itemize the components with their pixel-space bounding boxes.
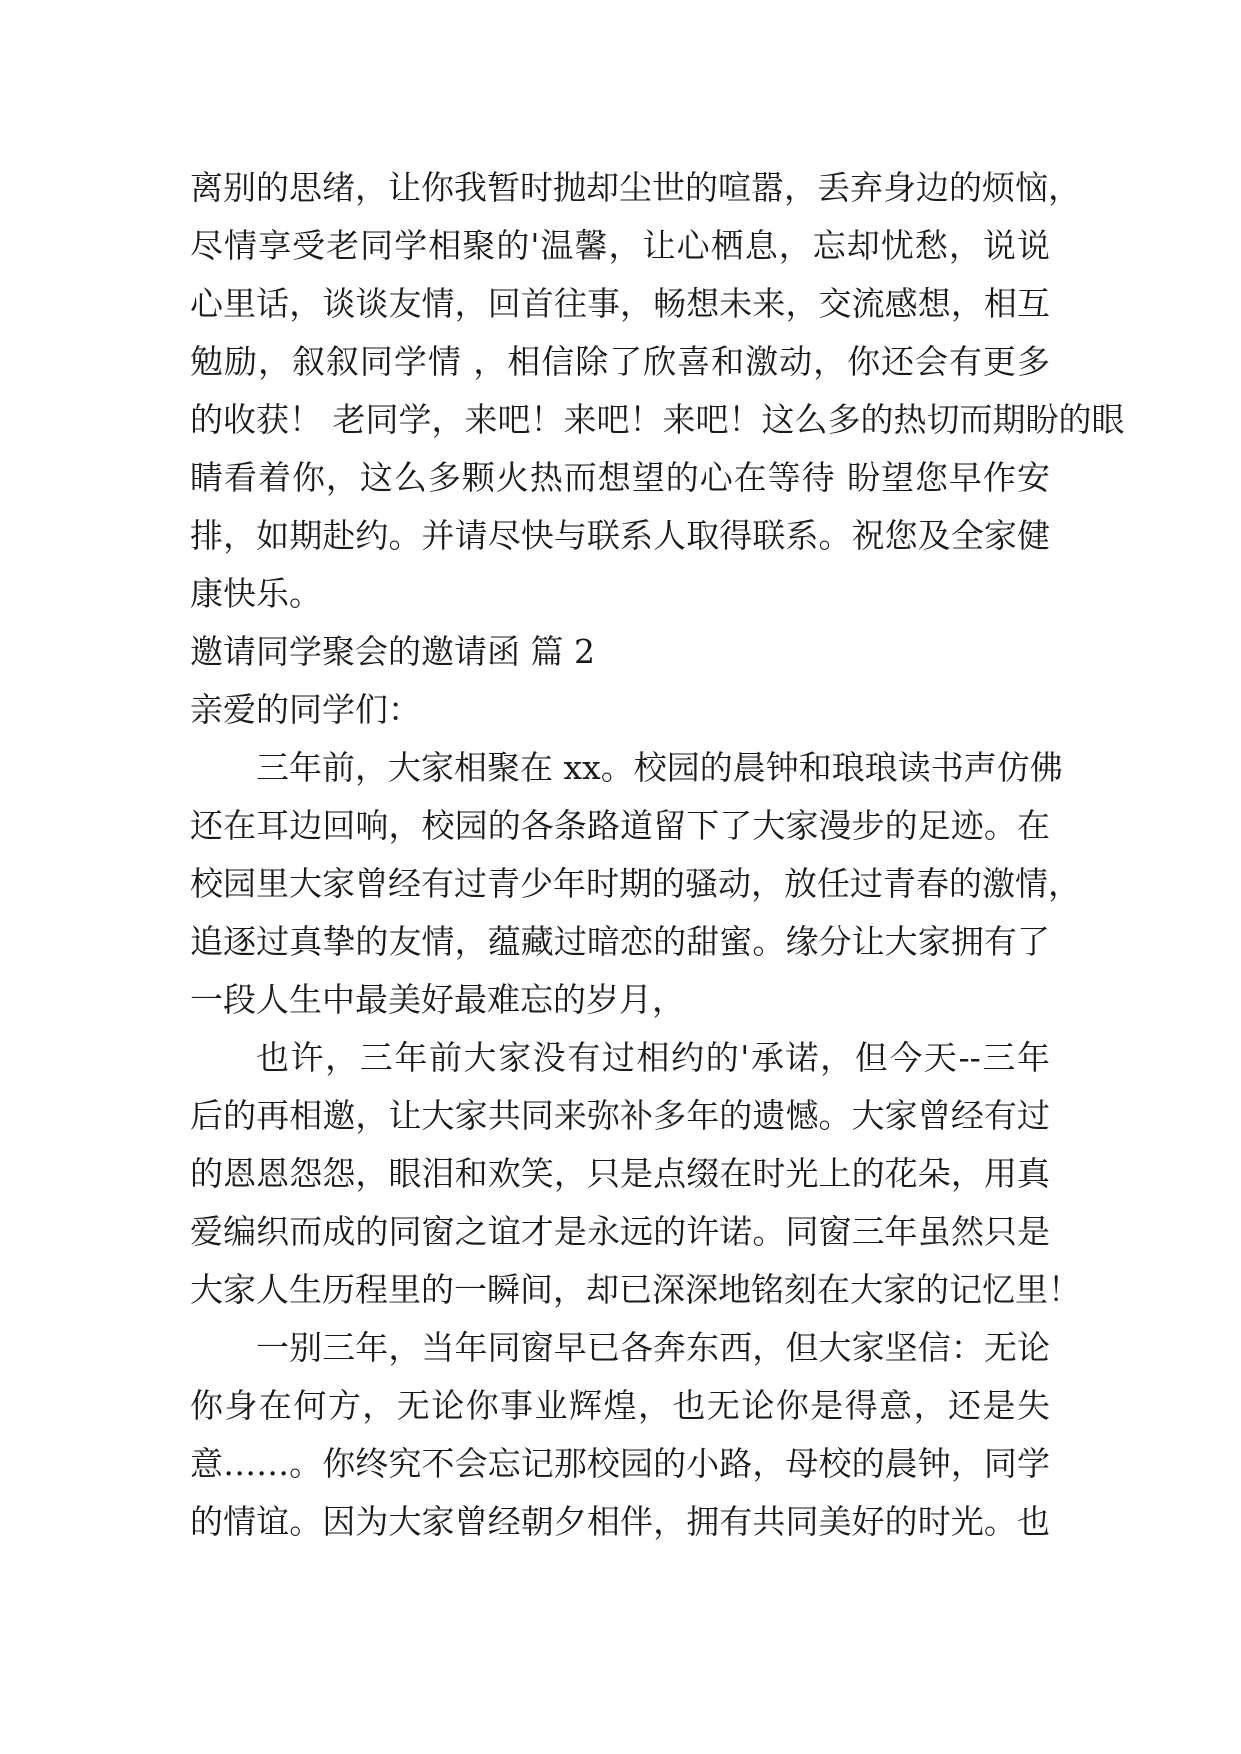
text-line: 大家人生历程里的一瞬间，却已深深地铭刻在大家的记忆里！ (190, 1270, 1081, 1309)
text-line: 睛看着你，这么多颗火热而想望的心在等待 盼望您早作安 (190, 458, 1050, 497)
text-line: 一段人生中最美好最难忘的岁月， (190, 980, 685, 1019)
text-line: 后的再相邀，让大家共同来弥补多年的遗憾。大家曾经有过 (190, 1096, 1050, 1135)
text-line: 离别的思绪，让你我暂时抛却尘世的喧嚣，丢弃身边的烦恼， (190, 168, 1081, 207)
text-line: 爱编织而成的同窗之谊才是永远的许诺。同窗三年虽然只是 (190, 1212, 1050, 1251)
section-heading: 邀请同学聚会的邀请函 篇 2 (190, 632, 595, 671)
text-line: 也许，三年前大家没有过相约的'承诺，但今天--三年 (256, 1038, 1050, 1077)
text-line: 意……。你终究不会忘记那校园的小路，母校的晨钟，同学 (190, 1444, 1050, 1483)
text-line: 追逐过真挚的友情，蕴藏过暗恋的甜蜜。缘分让大家拥有了 (190, 922, 1050, 961)
text-line: 的情谊。因为大家曾经朝夕相伴，拥有共同美好的时光。也 (190, 1502, 1050, 1541)
text-line: 排，如期赴约。并请尽快与联系人取得联系。祝您及全家健 (190, 516, 1050, 555)
text-line: 心里话，谈谈友情，回首往事，畅想未来，交流感想，相互 (190, 284, 1050, 323)
salutation: 亲爱的同学们： (190, 690, 421, 729)
text-line: 一别三年，当年同窗早已各奔东西，但大家坚信：无论 (256, 1328, 1050, 1367)
text-line: 三年前，大家相聚在 xx。校园的晨钟和琅琅读书声仿佛 (256, 748, 1063, 787)
text-line: 还在耳边回响，校园的各条路道留下了大家漫步的足迹。在 (190, 806, 1050, 845)
text-line: 康快乐。 (190, 574, 322, 613)
text-line: 尽情享受老同学相聚的'温馨，让心栖息，忘却忧愁，说说 (190, 226, 1050, 265)
text-line: 勉励，叙叙同学情 ，相信除了欣喜和激动，你还会有更多 (190, 342, 1050, 381)
text-line: 校园里大家曾经有过青少年时期的骚动，放任过青春的激情， (190, 864, 1081, 903)
text-line: 你身在何方，无论你事业辉煌，也无论你是得意，还是失 (190, 1386, 1050, 1425)
text-line: 的恩恩怨怨，眼泪和欢笑，只是点缀在时光上的花朵，用真 (190, 1154, 1050, 1193)
text-line: 的收获！ 老同学，来吧！来吧！来吧！这么多的热切而期盼的眼 (190, 400, 1125, 439)
